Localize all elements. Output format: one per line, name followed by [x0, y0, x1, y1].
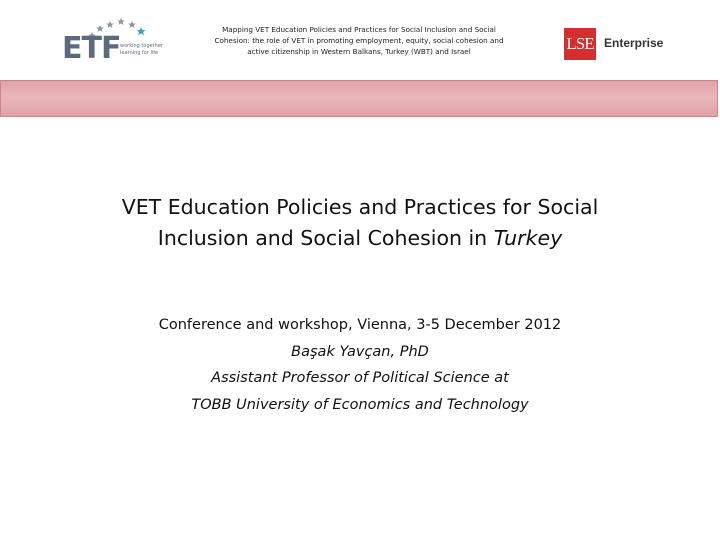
- etf-wordmark: ETF: [62, 31, 121, 66]
- header-description-line: Cohesion: the role of VET in promoting employment, equity, social cohesion and: [214, 36, 504, 45]
- header-description: [185, 24, 533, 57]
- etf-tagline: [120, 43, 176, 57]
- slide-title-line1: VET Education Policies and Practices for Social: [121, 195, 599, 219]
- author-name: Başak Yavçan, PhD: [291, 343, 429, 360]
- lse-box: LSE: [564, 28, 596, 60]
- etf-tagline-line2: learning for life: [120, 50, 159, 56]
- slide-title: [40, 192, 680, 254]
- decorative-banner: [0, 80, 718, 117]
- event-line: Conference and workshop, Vienna, 3-5 December 2012: [158, 317, 562, 333]
- header-description-line: active citizenship in Western Balkans, Turkey (WBT) and Israel: [247, 47, 471, 56]
- author-institution: TOBB University of Economics and Technology: [191, 396, 529, 413]
- slide-title-country: Turkey: [493, 226, 563, 250]
- author-position: Assistant Professor of Political Science at: [211, 370, 509, 386]
- etf-logo: [62, 16, 172, 64]
- lse-enterprise-text: Enterprise: [604, 36, 664, 50]
- lse-enterprise-logo: [564, 28, 684, 62]
- header-description-line: Mapping VET Education Policies and Practices for Social Inclusion and Social: [222, 25, 496, 34]
- etf-tagline-line1: working together: [120, 43, 163, 49]
- slide-title-line2: [40, 223, 680, 254]
- presentation-details: [40, 312, 680, 418]
- slide-title-line2-text: Inclusion and Social Cohesion in: [157, 226, 494, 250]
